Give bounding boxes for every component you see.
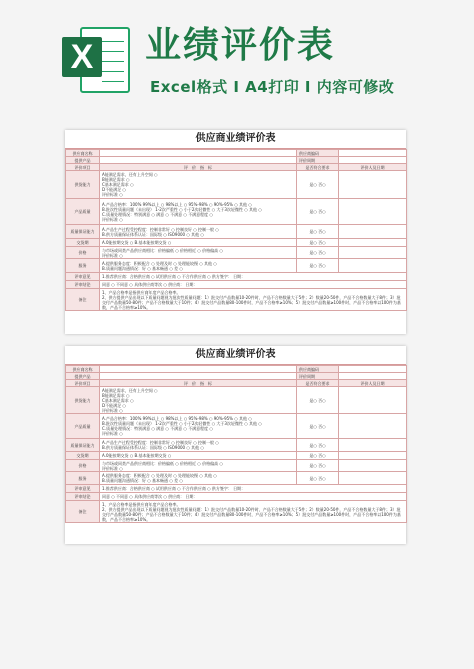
cell-text: 同意 ○ 不同意 ○ 具体供应商等次 ○ 供应商： 日期： — [100, 493, 407, 501]
cell-label: 评审结论 — [66, 281, 100, 289]
form-table — [65, 149, 407, 311]
cell-label: 备注 — [66, 501, 100, 523]
cell-label: 评价人及日期 — [339, 380, 407, 387]
cell-text: A.0能按期交货 ○ B.基本能按期交货 ○ — [100, 452, 297, 460]
page-footer-area — [0, 560, 474, 669]
cell-label: 评审意见 — [66, 273, 100, 281]
cell-text: 1.推荐供应商：合格供应商 ○ 试用供应商 ○ 不合作供应商 ○ 供方签字： 日期： — [100, 485, 407, 493]
cell-text: 1、产品合格率是指供应商年度产品合格率。 2、供方提供产品出现以下质量问题视为批次性质量问题：1）批交付产品数量10-20件时，产品不合格数量大于5件；2）数量20-50件，产品不合格数量大于8件；3）批交付产品数量50-80件；产品不合格数量大于10件；4）批交付产品数量80-100件时，产品不合格率≥10%；5）批交付产品数量≥100件时，产品不合格率以100件为基数，产品不合格率≥10%。 — [100, 289, 407, 311]
cell-label: 是否符合要求 — [297, 380, 339, 387]
cell-label: 评 价 指 标 — [100, 380, 297, 387]
cell-label: 价格 — [66, 247, 100, 259]
cell-label: 评价周期 — [297, 157, 339, 164]
page-title: 业绩评价表 — [145, 25, 336, 66]
header-banner — [0, 0, 474, 108]
cell-text: 1、产品合格率是指供应商年度产品合格率。 2、供方提供产品出现以下质量问题视为批次性质量问题：1）批交付产品数量10-20件时，产品不合格数量大于5件；2）数量20-50件，产品不合格数量大于8件；3）批交付产品数量50-80件；产品不合格数量大于10件；4）批交付产品数量80-100件时，产品不合格率≥10%；5）批交付产品数量≥100件时，产品不合格率以100件为基数，产品不合格率≥10%。 — [100, 501, 407, 523]
cell-text: 是○ 否○ — [297, 225, 339, 239]
cell-text: A.提供服务态度：积极配合 ○ 处理及时 ○ 处理能较慢 ○ 其他 ○ B.质量问题沟通情况：好 ○ 基本畅通 ○ 差 ○ — [100, 259, 297, 273]
cell-text: 是○ 否○ — [297, 171, 339, 199]
cell-label: 供应商名称 — [66, 150, 100, 157]
cell-label: 供货能力 — [66, 171, 100, 199]
cell-text: 是○ 否○ — [297, 460, 339, 472]
cell-text: A.提供服务态度：积极配合 ○ 处理及时 ○ 处理能较慢 ○ 其他 ○ B.质量问题沟通情况：好 ○ 基本畅通 ○ 差 ○ — [100, 472, 297, 485]
form-title: 供应商业绩评价表 — [65, 130, 406, 149]
cell-label: 服务 — [66, 259, 100, 273]
cell-text: 是○ 否○ — [297, 239, 339, 247]
cell-text: 与市场或同类产品供应商相比：价格偏低 ○ 价格相近 ○ 价格偏高 ○ 评价标准 ○ — [100, 247, 297, 259]
cell-text: A.产品合格率：100% 99%以上 ○ 98%以上 ○ 95%-98% ○ 90%-95% ○ 其他 ○ B.批次性质量问题（未出现） 1-2次严重性 ○ 小于2次轻微性 ○ 大于3次轻微性 ○ 其他 ○ C.质量处理情况：特别满意 ○ 满意 ○ 不满意 ○ 不满意程度 ○ 评价标准 ○ — [100, 199, 297, 225]
cell-label: 评价项目 — [66, 164, 100, 171]
cell-text: 1.推荐供应商：合格供应商 ○ 试用供应商 ○ 不合作供应商 ○ 供方签字： 日期： — [100, 273, 407, 281]
cell-text: A能满足需求，还有上升空间 ○ B能满足需求 ○ C基本满足需求 ○ D不能满足 ○ 评价标准 ○ — [100, 387, 297, 414]
cell-label: 供货能力 — [66, 387, 100, 414]
cell-label: 评价人及日期 — [339, 164, 407, 171]
cell-label: 供应商编码 — [297, 366, 339, 373]
cell-label: 质量保证能力 — [66, 439, 100, 452]
cell-text: 是○ 否○ — [297, 387, 339, 414]
cell-label: 产品质量 — [66, 414, 100, 439]
cell-text: A.产品生产过程受控程度：控制非常好 ○ 控制良好 ○ 控制一般 ○ B.供方质量保证体系认证：国际级 ○ ISO9000 ○ 其他 ○ — [100, 225, 297, 239]
cell-text: 是○ 否○ — [297, 199, 339, 225]
cell-label: 交货期 — [66, 452, 100, 460]
cell-label: 产品质量 — [66, 199, 100, 225]
cell-label: 评价周期 — [297, 373, 339, 380]
cell-text: 是○ 否○ — [297, 247, 339, 259]
cell-text: A能满足需求，还有上升空间 ○ B能满足需求 ○ C基本满足需求 ○ D不能满足 ○ 评价标准 ○ — [100, 171, 297, 199]
cell-label: 供应商名称 — [66, 366, 100, 373]
form-title: 供应商业绩评价表 — [65, 346, 406, 365]
cell-text: 与市场或同类产品供应商相比：价格偏低 ○ 价格相近 ○ 价格偏高 ○ 评价标准 ○ — [100, 460, 297, 472]
cell-label: 评审结论 — [66, 493, 100, 501]
cell-text: 是○ 否○ — [297, 452, 339, 460]
cell-text: 是○ 否○ — [297, 439, 339, 452]
cell-text: 是○ 否○ — [297, 259, 339, 273]
cell-text: A.0能按期交货 ○ B.基本能按期交货 ○ — [100, 239, 297, 247]
cell-text: A.产品合格率：100% 99%以上 ○ 98%以上 ○ 95%-98% ○ 90%-95% ○ 其他 ○ B.批次性质量问题（未出现） 1-2次严重性 ○ 小于2次轻微性 ○ 大于3次轻微性 ○ 其他 ○ C.质量处理情况：特别满意 ○ 满意 ○ 不满意 ○ 不满意程度 ○ 评价标准 ○ — [100, 414, 297, 439]
cell-label: 是否符合要求 — [297, 164, 339, 171]
cell-label: 价格 — [66, 460, 100, 472]
cell-label: 评价项目 — [66, 380, 100, 387]
cell-label: 评审意见 — [66, 485, 100, 493]
excel-logo-icon — [62, 25, 128, 91]
cell-text: 是○ 否○ — [297, 472, 339, 485]
cell-label: 供应商编码 — [297, 150, 339, 157]
cell-text: 是○ 否○ — [297, 414, 339, 439]
cell-label: 提供产品 — [66, 157, 100, 164]
document-preview-2 — [65, 346, 406, 544]
cell-text: 同意 ○ 不同意 ○ 具体供应商等次 ○ 供应商： 日期： — [100, 281, 407, 289]
cell-label: 交货期 — [66, 239, 100, 247]
cell-text: A.产品生产过程受控程度：控制非常好 ○ 控制良好 ○ 控制一般 ○ B.供方质量保证体系认证：国际级 ○ ISO9000 ○ 其他 ○ — [100, 439, 297, 452]
cell-label: 评 价 指 标 — [100, 164, 297, 171]
cell-label: 备注 — [66, 289, 100, 311]
excel-logo-letter: X — [62, 37, 102, 77]
cell-label: 质量保证能力 — [66, 225, 100, 239]
cell-label: 提供产品 — [66, 373, 100, 380]
cell-label: 服务 — [66, 472, 100, 485]
document-preview-1 — [65, 130, 406, 334]
form-table — [65, 365, 407, 523]
page-subtitle: Excel格式 I A4打印 I 内容可修改 — [150, 78, 395, 96]
